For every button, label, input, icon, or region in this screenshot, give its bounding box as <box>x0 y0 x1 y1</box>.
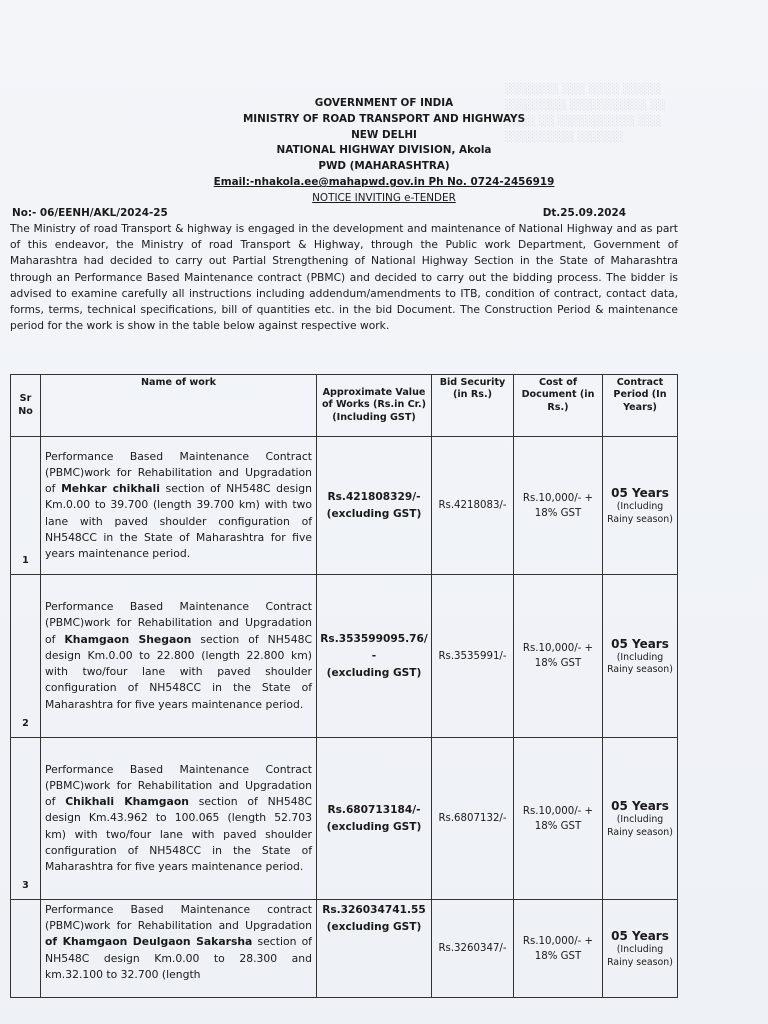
row-security: Rs.6807132/- <box>432 738 514 900</box>
row-value <box>317 437 432 575</box>
tender-table <box>10 374 678 998</box>
row-period <box>603 900 678 998</box>
header-period: Contract Period (In Years) <box>603 375 678 437</box>
work-text: Performance Based Maintenance Contract (PBMC)work for Rehabilitation and Upgradation of <box>45 600 312 646</box>
letterhead <box>0 96 768 207</box>
value-note: (excluding GST) <box>326 666 422 679</box>
work-section-name: Mehkar chikhali <box>61 482 160 496</box>
value-amount: Rs.680713184/- <box>327 803 421 816</box>
ministry-title: MINISTRY OF ROAD TRANSPORT AND HIGHWAYS <box>242 112 526 125</box>
row-period <box>603 575 678 738</box>
reference-date: Dt.25.09.2024 <box>542 207 626 219</box>
work-text: section of NH548C design Km.43.962 to 100.065 (length 52.703 km) with two/four lane with paved shoulder configuration of NH548CC in the State of Maharashtra for five years maintenance period. <box>45 795 312 873</box>
work-text: Performance Based Maintenance Contract (PBMC)work for Rehabilitation and Upgradation of <box>45 762 312 809</box>
row-security: Rs.3260347/- <box>432 900 514 998</box>
reference-number: No:- 06/EENH/AKL/2024-25 <box>12 207 168 219</box>
row-sr: 2 <box>11 575 41 738</box>
header-cost: Cost of Document (in Rs.) <box>514 375 603 437</box>
table-row <box>11 437 678 575</box>
value-amount: Rs.326034741.55 <box>322 904 426 916</box>
value-amount: Rs.421808329/- <box>327 490 421 503</box>
work-text: section of NH548C design Km.0.00 to 28.300 and km.32.100 to 32.700 (length <box>45 935 312 981</box>
work-section-name: Chikhali Khamgaon <box>65 795 189 809</box>
row-value <box>317 575 432 738</box>
row-cost: Rs.10,000/- + 18% GST <box>514 738 603 900</box>
division-title: NATIONAL HIGHWAY DIVISION, Akola <box>276 144 492 157</box>
period-note: (Including Rainy season) <box>607 651 673 675</box>
period-note: (Including Rainy season) <box>607 501 673 525</box>
period-years: 05 Years <box>611 636 669 651</box>
row-cost: Rs.10,000/- + 18% GST <box>514 900 603 998</box>
contact-line: Email:-nhakola.ee@mahapwd.gov.in Ph No. 0724-2456919 <box>213 175 555 188</box>
row-cost: Rs.10,000/- + 18% GST <box>514 437 603 575</box>
row-sr: 1 <box>11 437 41 575</box>
table-header-row <box>11 375 678 437</box>
period-years: 05 Years <box>611 486 669 500</box>
row-period <box>603 437 678 575</box>
period-years: 05 Years <box>611 929 669 943</box>
period-years: 05 Years <box>611 799 669 813</box>
row-period <box>603 738 678 900</box>
intro-paragraph: The Ministry of road Transport & highway is engaged in the development and maintenance of National Highway and as part of this endeavor, the Ministry of road Transport & Highway, through the Public work Department, Government of Maharashtra had decided to carry out Partial Strengthening of National Highway Section in the State of Maharashtra through an Performance Based Maintenance contract (PBMC) and decided to carry out the bidding process. The bidder is advised to examine carefully all instructions including addendum/amendments to ITB, condition of contract, contact data, forms, terms, technical specifications, bill of quantities etc. in the bid Document. The Construction Period & maintenance period for the work is show in the table below against respective work. <box>10 222 678 333</box>
header-sr: Sr No <box>11 375 41 437</box>
row-security: Rs.4218083/- <box>432 437 514 575</box>
bleed-through-text: ░░░░░░░ ░░░ ░░░░ ░░░░░ ░░░░░░░░ ░░░░░░░░░░ ░░ ░░░░ ░░ ░░░░░░░░░░ ░░░ ░░░░░░░░░ ░░░░░░ <box>505 84 666 143</box>
city-title: NEW DELHI <box>351 128 417 141</box>
row-value <box>317 900 432 998</box>
row-value <box>317 738 432 900</box>
header-value: Approximate Value of Works (Rs.in Cr.) (Including GST) <box>317 375 432 437</box>
value-note: (excluding GST) <box>326 507 422 520</box>
work-section-name: Khamgaon Shegaon <box>64 632 192 646</box>
row-work-name <box>41 575 317 738</box>
table-row <box>11 900 678 998</box>
work-text: Performance Based Maintenance Contract (PBMC)work for Rehabilitation and Upgradation of <box>45 449 312 496</box>
govt-title: GOVERNMENT OF INDIA <box>314 97 454 109</box>
value-amount: Rs.353599095.76/- <box>320 632 428 662</box>
row-cost: Rs.10,000/- + 18% GST <box>514 575 603 738</box>
row-work-name <box>41 900 317 998</box>
notice-title: NOTICE INVITING e-TENDER <box>312 191 456 204</box>
period-note: (Including Rainy season) <box>607 944 673 968</box>
table-row <box>11 738 678 900</box>
header-name: Name of work <box>41 375 317 437</box>
office-title: PWD (MAHARASHTRA) <box>318 160 450 173</box>
row-sr: 3 <box>11 738 41 900</box>
row-security: Rs.3535991/- <box>432 575 514 738</box>
row-work-name <box>41 437 317 575</box>
table-row <box>11 575 678 738</box>
value-note: (excluding GST) <box>326 921 422 933</box>
period-note: (Including Rainy season) <box>607 814 673 838</box>
row-sr <box>11 900 41 998</box>
value-note: (excluding GST) <box>326 820 422 833</box>
work-text: section of NH548C design Km.0.00 to 39.700 (length 39.700 km) with two lane with paved shoulder configuration of NH548CC in the State of Maharashtra for five years maintenance period. <box>45 482 312 560</box>
header-security: Bid Security (in Rs.) <box>432 375 514 437</box>
row-work-name <box>41 738 317 900</box>
work-section-name: of Khamgaon Deulgaon Sakarsha <box>45 935 253 949</box>
work-text: Performance Based Maintenance contract (PBMC)work for Rehabilitation and Upgradation <box>45 903 312 933</box>
work-text: section of NH548C design Km.0.00 to 22.800 (length 22.800 km) with two/four lane with paved shoulder configuration of NH548CC in the State of Maharashtra for five years maintenance period. <box>45 632 313 711</box>
